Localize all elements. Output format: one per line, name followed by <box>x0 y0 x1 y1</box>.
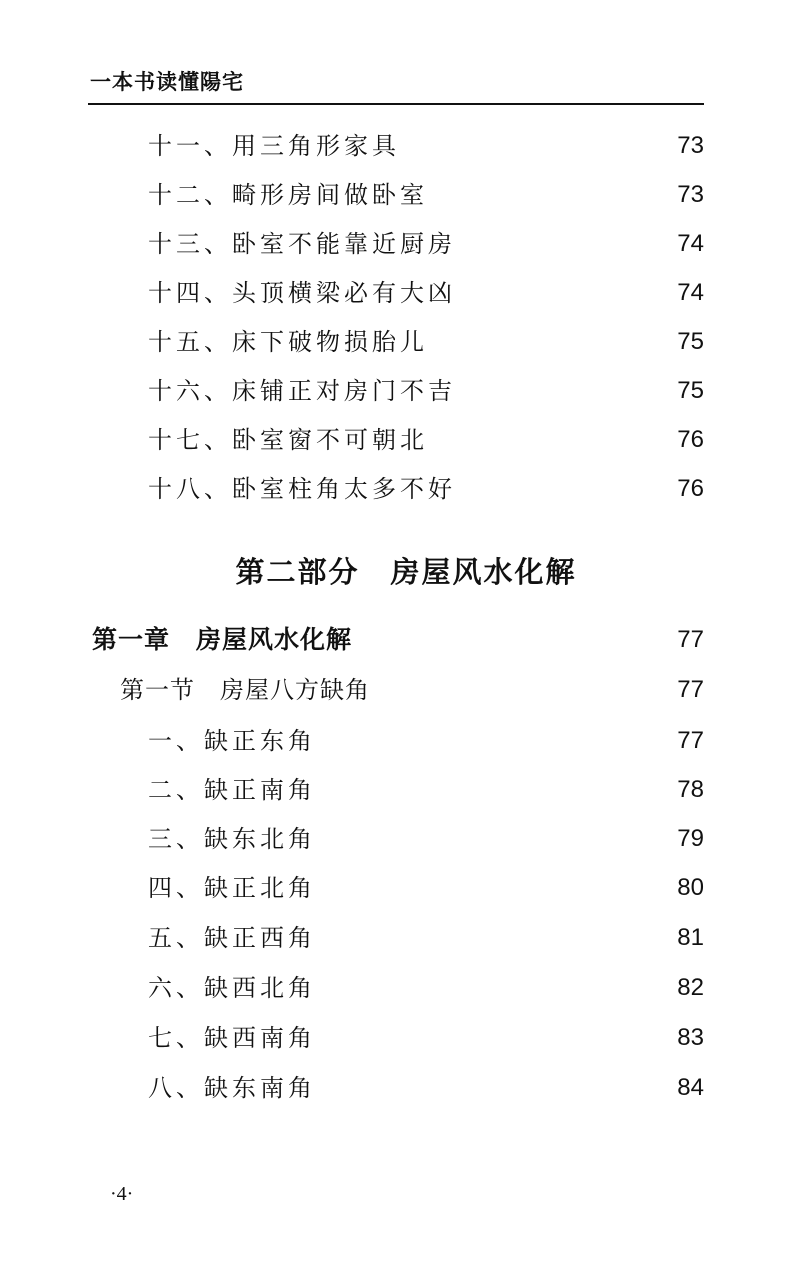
toc-entry-title: 五、缺正西角 <box>148 924 316 952</box>
toc-entry-page: 76 <box>677 426 704 453</box>
dot-leader <box>336 1018 664 1058</box>
toc-entry-page: 75 <box>677 377 704 404</box>
header-rule <box>88 103 704 105</box>
toc-entry-page: 82 <box>677 974 704 1001</box>
toc-section-title: 第一节 房屋八方缺角 <box>120 676 370 704</box>
toc-entry-title: 十八、卧室柱角太多不好 <box>148 475 456 503</box>
dot-leader <box>336 868 664 908</box>
toc-entry[interactable] <box>148 322 704 362</box>
toc-entry-title: 十四、头顶横梁必有大凶 <box>148 279 456 307</box>
page-number: ·4· <box>110 1183 134 1205</box>
toc-entry[interactable] <box>148 126 704 166</box>
toc-chapter-entry[interactable] <box>92 620 704 660</box>
dot-leader <box>354 620 664 660</box>
dot-leader <box>458 224 664 264</box>
toc-entry-title: 四、缺正北角 <box>148 874 316 902</box>
toc-entry-page: 79 <box>677 825 704 852</box>
toc-entry[interactable] <box>148 918 704 958</box>
toc-entry-page: 80 <box>677 874 704 901</box>
toc-entry-page: 76 <box>677 475 704 502</box>
dot-leader <box>458 273 664 313</box>
part-heading: 第二部分 房屋风水化解 <box>235 555 577 589</box>
toc-entry-page: 73 <box>677 181 704 208</box>
dot-leader <box>430 175 664 215</box>
toc-entry[interactable] <box>148 1018 704 1058</box>
toc-entry-title: 二、缺正南角 <box>148 776 316 804</box>
toc-entry-page: 81 <box>677 924 704 951</box>
toc-entry[interactable] <box>148 819 704 859</box>
toc-section-page: 77 <box>677 676 704 703</box>
toc-chapter-page: 77 <box>677 626 704 653</box>
toc-entry[interactable] <box>148 224 704 264</box>
toc-entry-title: 十六、床铺正对房门不吉 <box>148 377 456 405</box>
toc-entry-page: 75 <box>677 328 704 355</box>
toc-entry[interactable] <box>148 273 704 313</box>
toc-entry[interactable] <box>148 420 704 460</box>
dot-leader <box>372 670 664 710</box>
toc-entry-page: 73 <box>677 132 704 159</box>
toc-entry-page: 83 <box>677 1024 704 1051</box>
toc-entry[interactable] <box>148 770 704 810</box>
toc-entry-title: 六、缺西北角 <box>148 974 316 1002</box>
toc-entry-page: 78 <box>677 776 704 803</box>
toc-entry-page: 74 <box>677 279 704 306</box>
toc-entry-title: 七、缺西南角 <box>148 1024 316 1052</box>
toc-entry-page: 74 <box>677 230 704 257</box>
toc-entry-page: 84 <box>677 1074 704 1101</box>
toc-entry-title: 十一、用三角形家具 <box>148 132 400 160</box>
dot-leader <box>430 420 664 460</box>
toc-entry[interactable] <box>148 175 704 215</box>
dot-leader <box>336 1068 664 1108</box>
dot-leader <box>458 469 664 509</box>
toc-entry[interactable] <box>148 968 704 1008</box>
dot-leader <box>318 721 664 761</box>
toc-entry[interactable] <box>148 1068 704 1108</box>
dot-leader <box>402 126 664 166</box>
toc-chapter-title: 第一章 房屋风水化解 <box>92 625 353 654</box>
toc-entry-title: 十二、畸形房间做卧室 <box>148 181 428 209</box>
toc-section-entry[interactable] <box>120 670 704 710</box>
dot-leader <box>336 968 664 1008</box>
toc-entry-page: 77 <box>677 727 704 754</box>
dot-leader <box>336 918 664 958</box>
dot-leader <box>430 322 664 362</box>
dot-leader <box>318 770 664 810</box>
toc-entry[interactable] <box>148 868 704 908</box>
toc-entry[interactable] <box>148 721 704 761</box>
dot-leader <box>458 371 664 411</box>
toc-entry-title: 一、缺正东角 <box>148 727 316 755</box>
toc-entry[interactable] <box>148 469 704 509</box>
toc-entry-title: 十七、卧室窗不可朝北 <box>148 426 428 454</box>
dot-leader <box>336 819 664 859</box>
toc-entry-title: 八、缺东南角 <box>148 1074 316 1102</box>
running-header: 一本书读懂陽宅 <box>90 70 244 94</box>
toc-entry[interactable] <box>148 371 704 411</box>
toc-entry-title: 十三、卧室不能靠近厨房 <box>148 230 456 258</box>
toc-entry-title: 三、缺东北角 <box>148 825 316 853</box>
toc-entry-title: 十五、床下破物损胎儿 <box>148 328 428 356</box>
